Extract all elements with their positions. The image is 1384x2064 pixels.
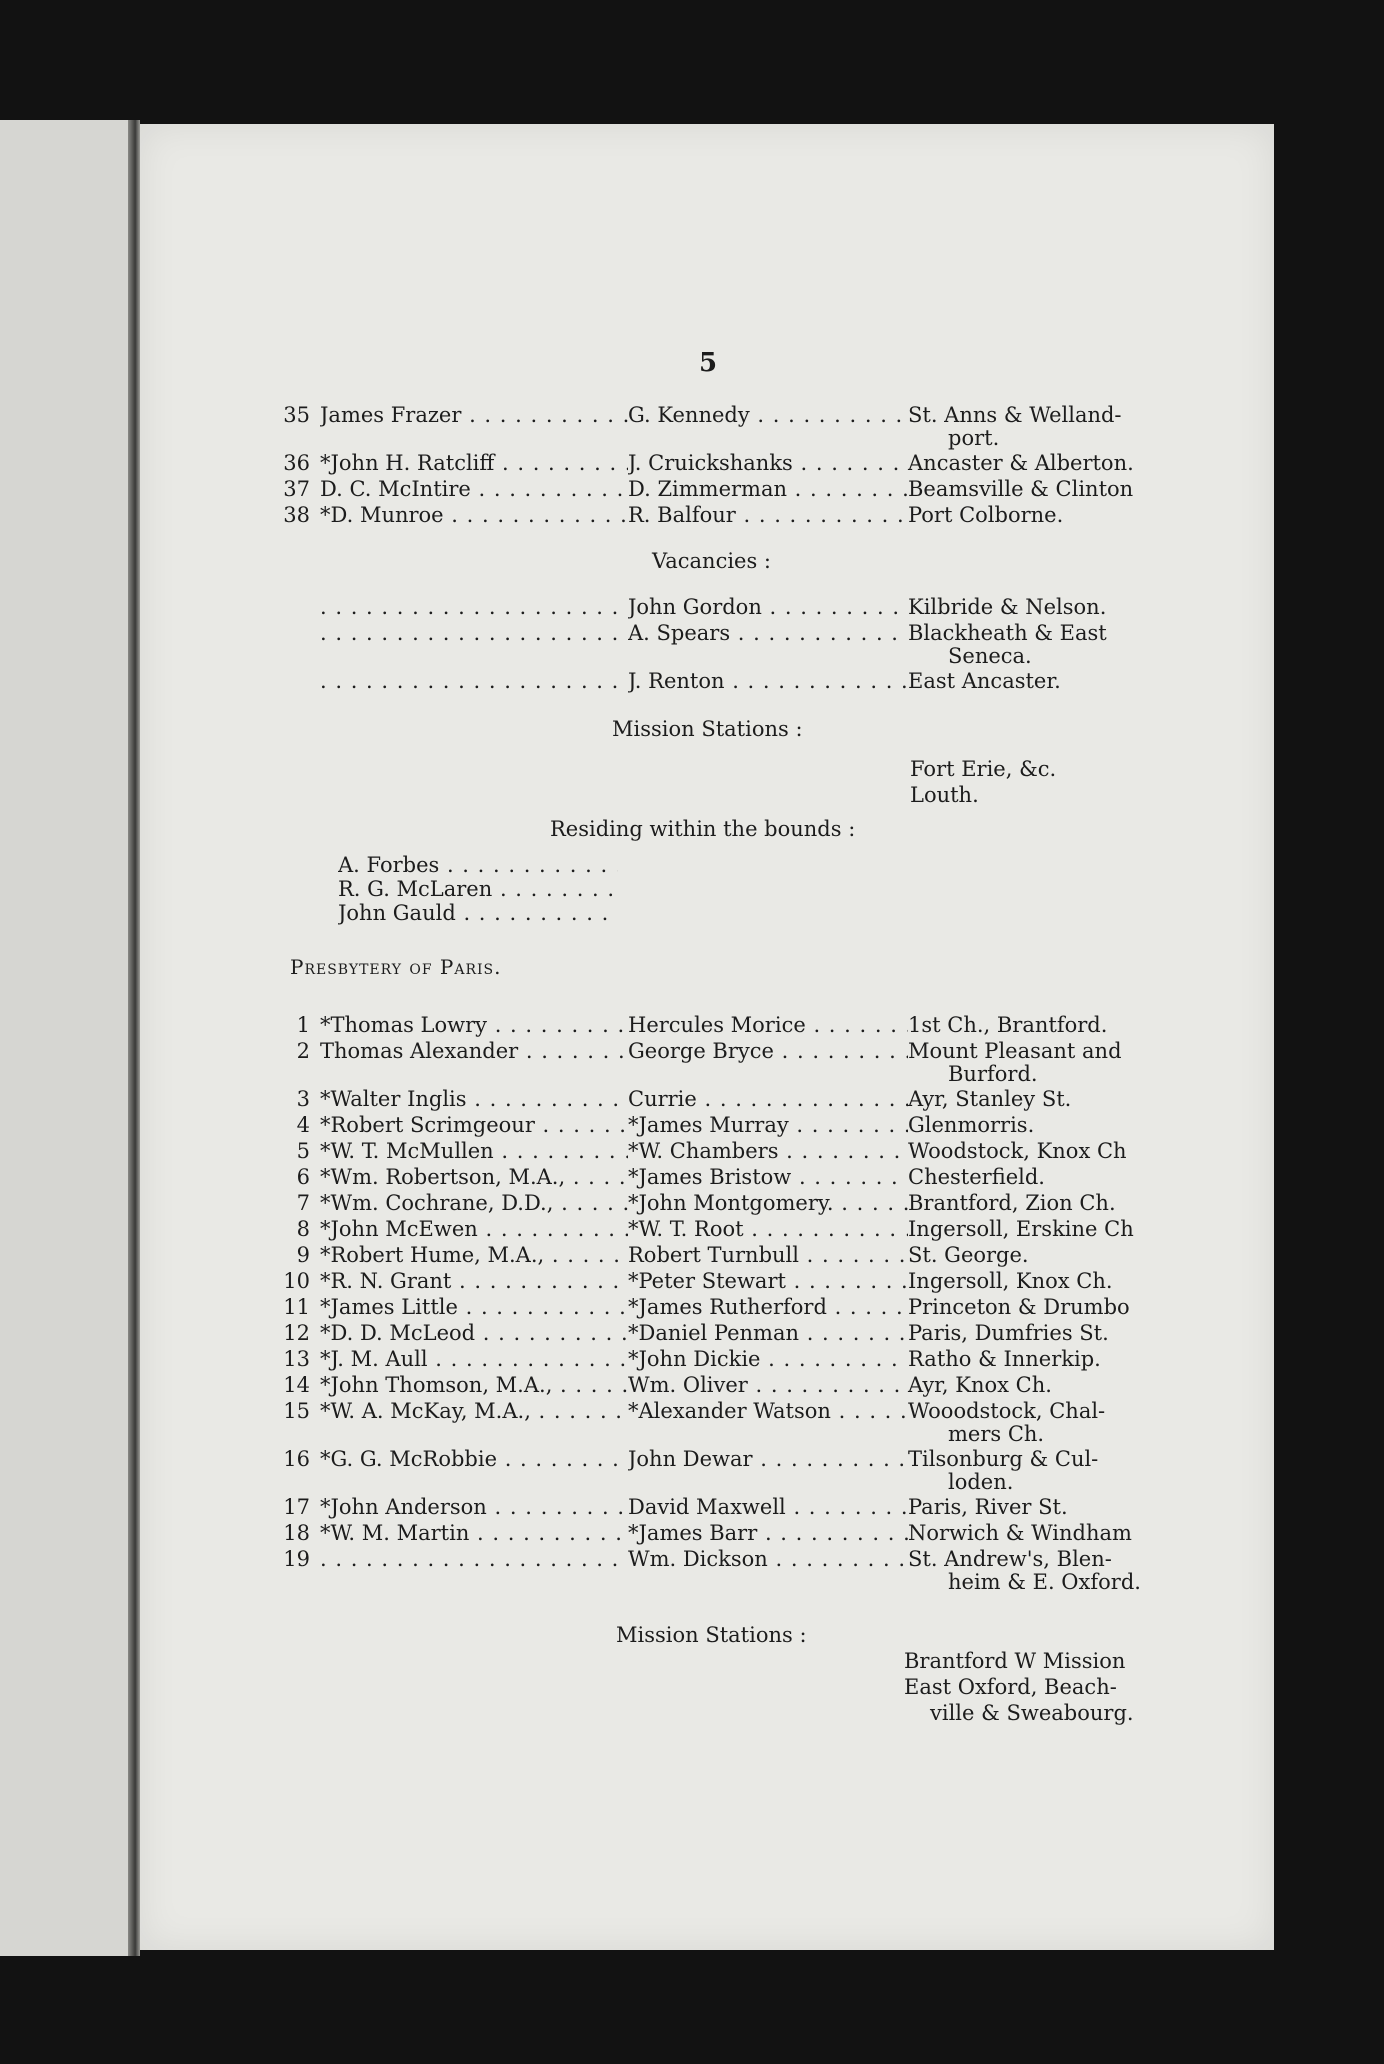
vacancies-heading: Vacancies : [652, 549, 771, 573]
charge-cell [908, 1494, 1140, 1520]
elder-name: *Daniel Penman . . . [628, 1321, 908, 1345]
elder-name: *John Dickie . . . [628, 1347, 908, 1371]
elder-cell [628, 594, 908, 620]
residing-cell [338, 876, 618, 902]
page-number: 5 [698, 348, 718, 378]
charge-cell [908, 1268, 1140, 1294]
elder-cell [628, 476, 908, 502]
left-page-edge [0, 120, 136, 1956]
entry-row [280, 1372, 1140, 1398]
book-spine [128, 120, 140, 1956]
elder-name: J. Cruickshanks . . . [628, 451, 908, 475]
minister-name: *Robert Scrimgeour . . . [320, 1113, 890, 1137]
charge-name: Kilbride & Nelson. [908, 595, 1107, 619]
entry-number: 11 [283, 1295, 310, 1319]
elder-name: A. Spears . . . [628, 621, 908, 645]
entry-number: 18 [283, 1521, 310, 1545]
charge-name: Glenmorris. [908, 1113, 1035, 1137]
entry-number: 4 [296, 1113, 310, 1137]
entry-number: 1 [296, 1013, 310, 1037]
entry-number: 2 [296, 1039, 310, 1063]
entry-row [280, 1216, 1140, 1242]
charge-name: Ingersoll, Knox Ch. [908, 1269, 1113, 1293]
minister-name: *Wm. Cochrane, D.D., . . . [320, 1191, 890, 1215]
elder-name: *John Montgomery. . . . [628, 1191, 908, 1215]
entry-number: 10 [283, 1269, 310, 1293]
entry-row [280, 502, 1140, 528]
entry-number: 36 [283, 451, 310, 475]
charge-cell [908, 1138, 1140, 1164]
charge-name: Woodstock, Knox Ch [908, 1139, 1127, 1163]
minister-name: *J. M. Aull . . . [320, 1347, 890, 1371]
entry-row [280, 1346, 1140, 1372]
elder-cell [628, 1294, 908, 1320]
charge-name: Brantford, Zion Ch. [908, 1191, 1116, 1215]
presbytery-title: Presbytery of Paris. [290, 955, 502, 979]
elder-name: John Gordon . . . [628, 595, 908, 619]
charge-name: Paris, Dumfries St. [908, 1321, 1109, 1345]
elder-cell [628, 1494, 908, 1520]
minister-name: *W. T. McMullen . . . [320, 1139, 890, 1163]
elder-cell [628, 1216, 908, 1242]
entry-row [280, 1164, 1140, 1190]
elder-name: *James Bristow . . . [628, 1165, 908, 1189]
elder-cell [628, 1138, 908, 1164]
elder-cell [628, 1372, 908, 1398]
residing-name: R. G. McLaren . . . [338, 877, 618, 901]
minister-name: *D. D. McLeod . . . [320, 1321, 890, 1345]
charge-cell [908, 1190, 1140, 1216]
charge-cell [908, 1372, 1140, 1398]
charge-cell [908, 1086, 1140, 1112]
entry-number: 35 [283, 403, 310, 427]
charge-name: Ratho & Innerkip. [908, 1347, 1101, 1371]
minister-name: *R. N. Grant . . . [320, 1269, 890, 1293]
charge-cell [908, 476, 1140, 502]
elder-name: D. Zimmerman . . . [628, 477, 908, 501]
elder-cell [628, 1398, 908, 1424]
entry-row [280, 476, 1140, 502]
minister-name: D. C. McIntire . . . [320, 477, 890, 501]
minister-name: *Robert Hume, M.A., . . . [320, 1243, 890, 1267]
elder-name: *W. Chambers . . . [628, 1139, 908, 1163]
charge-continuation: Seneca. [948, 644, 1032, 668]
elder-name: Hercules Morice . . . [628, 1013, 908, 1037]
charge-continuation: loden. [948, 1470, 1014, 1494]
entry-row [280, 450, 1140, 476]
charge-cell [908, 1520, 1140, 1546]
charge-cell [908, 594, 1140, 620]
entry-row [280, 1138, 1140, 1164]
charge-name: Ayr, Knox Ch. [908, 1373, 1052, 1397]
charge-cell [908, 1164, 1140, 1190]
minister-name: *Walter Inglis . . . [320, 1087, 890, 1111]
elder-cell [628, 1446, 908, 1472]
charge-continuation: port. [948, 426, 1000, 450]
charge-name: 1st Ch., Brantford. [908, 1013, 1108, 1037]
entry-number: 3 [296, 1087, 310, 1111]
residing-cell [338, 900, 618, 926]
elder-name: *Peter Stewart . . . [628, 1269, 908, 1293]
mission-station: Fort Erie, &c. [910, 757, 1057, 781]
charge-name: Chesterfield. [908, 1165, 1045, 1189]
entry-number: 15 [283, 1399, 310, 1423]
entry-number: 17 [283, 1495, 310, 1519]
elder-cell [628, 1520, 908, 1546]
elder-cell [628, 1038, 908, 1064]
charge-cell [908, 1294, 1140, 1320]
entry-row [280, 1294, 1140, 1320]
elder-name: John Dewar . . . [628, 1447, 908, 1471]
entry-number: 37 [283, 477, 310, 501]
entry-number: 7 [296, 1191, 310, 1215]
mission-station: Louth. [910, 783, 979, 807]
mission-stations-heading: Mission Stations : [612, 717, 803, 741]
residing-row [338, 876, 618, 902]
elder-cell [628, 1086, 908, 1112]
charge-cell [908, 1216, 1140, 1242]
charge-name: Ayr, Stanley St. [908, 1087, 1072, 1111]
residing-row [338, 900, 618, 926]
charge-name: Ingersoll, Erskine Ch [908, 1217, 1134, 1241]
elder-name: Currie . . . [628, 1087, 908, 1111]
elder-name: R. Balfour . . . [628, 503, 908, 527]
mission-station: East Oxford, Beach- [904, 1675, 1117, 1699]
elder-cell [628, 1346, 908, 1372]
minister-name: *John Anderson . . . [320, 1495, 890, 1519]
elder-cell [628, 450, 908, 476]
entry-row [280, 668, 1140, 694]
elder-name: *Alexander Watson . . . [628, 1399, 908, 1423]
charge-continuation: heim & E. Oxford. [948, 1570, 1141, 1594]
minister-name: Thomas Alexander . . . [320, 1039, 890, 1063]
charge-name: St. Andrew's, Blen- [908, 1547, 1112, 1571]
charge-name: Mount Pleasant and [908, 1039, 1122, 1063]
elder-cell [628, 1164, 908, 1190]
charge-cell [908, 1346, 1140, 1372]
elder-name: *W. T. Root . . . [628, 1217, 908, 1241]
elder-cell [628, 1546, 908, 1572]
elder-cell [628, 1268, 908, 1294]
minister-name: *Wm. Robertson, M.A., . . . [320, 1165, 890, 1189]
residing-cell [338, 852, 618, 878]
charge-name: Princeton & Drumbo [908, 1295, 1130, 1319]
elder-cell [628, 502, 908, 528]
entry-row [280, 1190, 1140, 1216]
elder-name: Wm. Oliver . . . [628, 1373, 908, 1397]
charge-name: St. George. [908, 1243, 1029, 1267]
charge-continuation: mers Ch. [948, 1422, 1045, 1446]
minister-name: *Thomas Lowry . . . [320, 1013, 890, 1037]
charge-name: Tilsonburg & Cul- [908, 1447, 1099, 1471]
residing-name: John Gauld . . . [338, 901, 618, 925]
charge-name: St. Anns & Welland- [908, 403, 1122, 427]
charge-name: Port Colborne. [908, 503, 1064, 527]
entry-row [280, 1268, 1140, 1294]
elder-name: *James Murray . . . [628, 1113, 908, 1137]
charge-name: Ancaster & Alberton. [908, 451, 1134, 475]
elder-name: G. Kennedy . . . [628, 403, 908, 427]
elder-name: Robert Turnbull . . . [628, 1243, 908, 1267]
elder-cell [628, 1190, 908, 1216]
entry-row [280, 1012, 1140, 1038]
elder-name: *James Barr . . . [628, 1521, 908, 1545]
charge-cell [908, 1112, 1140, 1138]
entry-row [280, 1320, 1140, 1346]
minister-name: *W. A. McKay, M.A., . . . [320, 1399, 890, 1423]
elder-name: *James Rutherford . . . [628, 1295, 908, 1319]
entry-number: 8 [296, 1217, 310, 1241]
charge-cell [908, 1012, 1140, 1038]
entry-row [280, 402, 1140, 428]
entry-row [280, 1520, 1140, 1546]
residing-name: A. Forbes . . . [338, 853, 618, 877]
mission-station: ville & Sweabourg. [930, 1701, 1134, 1725]
entry-number: 9 [296, 1243, 310, 1267]
charge-name: Blackheath & East [908, 621, 1107, 645]
charge-cell [908, 1242, 1140, 1268]
elder-cell [628, 1012, 908, 1038]
minister-name: *W. M. Martin . . . [320, 1521, 890, 1545]
elder-cell [628, 668, 908, 694]
elder-cell [628, 1320, 908, 1346]
residing-row [338, 852, 618, 878]
mission-station: Brantford W Mission [904, 1649, 1126, 1673]
mission-stations-heading: Mission Stations : [616, 1623, 807, 1647]
charge-name: Beamsville & Clinton [908, 477, 1134, 501]
charge-continuation: Burford. [948, 1062, 1038, 1086]
charge-cell [908, 1446, 1140, 1472]
minister-name: James Frazer . . . [320, 403, 890, 427]
entry-number: 13 [283, 1347, 310, 1371]
entry-number: 16 [283, 1447, 310, 1471]
elder-name: Wm. Dickson . . . [628, 1547, 908, 1571]
elder-cell [628, 402, 908, 428]
elder-name: David Maxwell . . . [628, 1495, 908, 1519]
entry-row [280, 1112, 1140, 1138]
entry-number: 19 [283, 1547, 310, 1571]
charge-cell [908, 450, 1140, 476]
charge-name: Wooodstock, Chal- [908, 1399, 1106, 1423]
charge-name: Paris, River St. [908, 1495, 1068, 1519]
residing-heading: Residing within the bounds : [550, 817, 856, 841]
charge-cell [908, 402, 1140, 428]
minister-name: *James Little . . . [320, 1295, 890, 1319]
entry-row [280, 1086, 1140, 1112]
minister-name: *John McEwen . . . [320, 1217, 890, 1241]
minister-name: *John H. Ratcliff . . . [320, 451, 890, 475]
entry-number: 12 [283, 1321, 310, 1345]
entry-row [280, 1494, 1140, 1520]
entry-number: 14 [283, 1373, 310, 1397]
entry-number: 5 [296, 1139, 310, 1163]
minister-name: *G. G. McRobbie . . . [320, 1447, 890, 1471]
elder-cell [628, 620, 908, 646]
charge-name: East Ancaster. [908, 669, 1061, 693]
entry-number: 38 [283, 503, 310, 527]
elder-cell [628, 1112, 908, 1138]
charge-name: Norwich & Windham [908, 1521, 1132, 1545]
elder-cell [628, 1242, 908, 1268]
charge-cell [908, 502, 1140, 528]
minister-name: *D. Munroe . . . [320, 503, 890, 527]
elder-name: George Bryce . . . [628, 1039, 908, 1063]
charge-cell [908, 1320, 1140, 1346]
elder-name: J. Renton . . . [628, 669, 908, 693]
charge-cell [908, 668, 1140, 694]
entry-row [280, 594, 1140, 620]
minister-name: *John Thomson, M.A., . . . [320, 1373, 890, 1397]
entry-number: 6 [296, 1165, 310, 1189]
entry-row [280, 1242, 1140, 1268]
